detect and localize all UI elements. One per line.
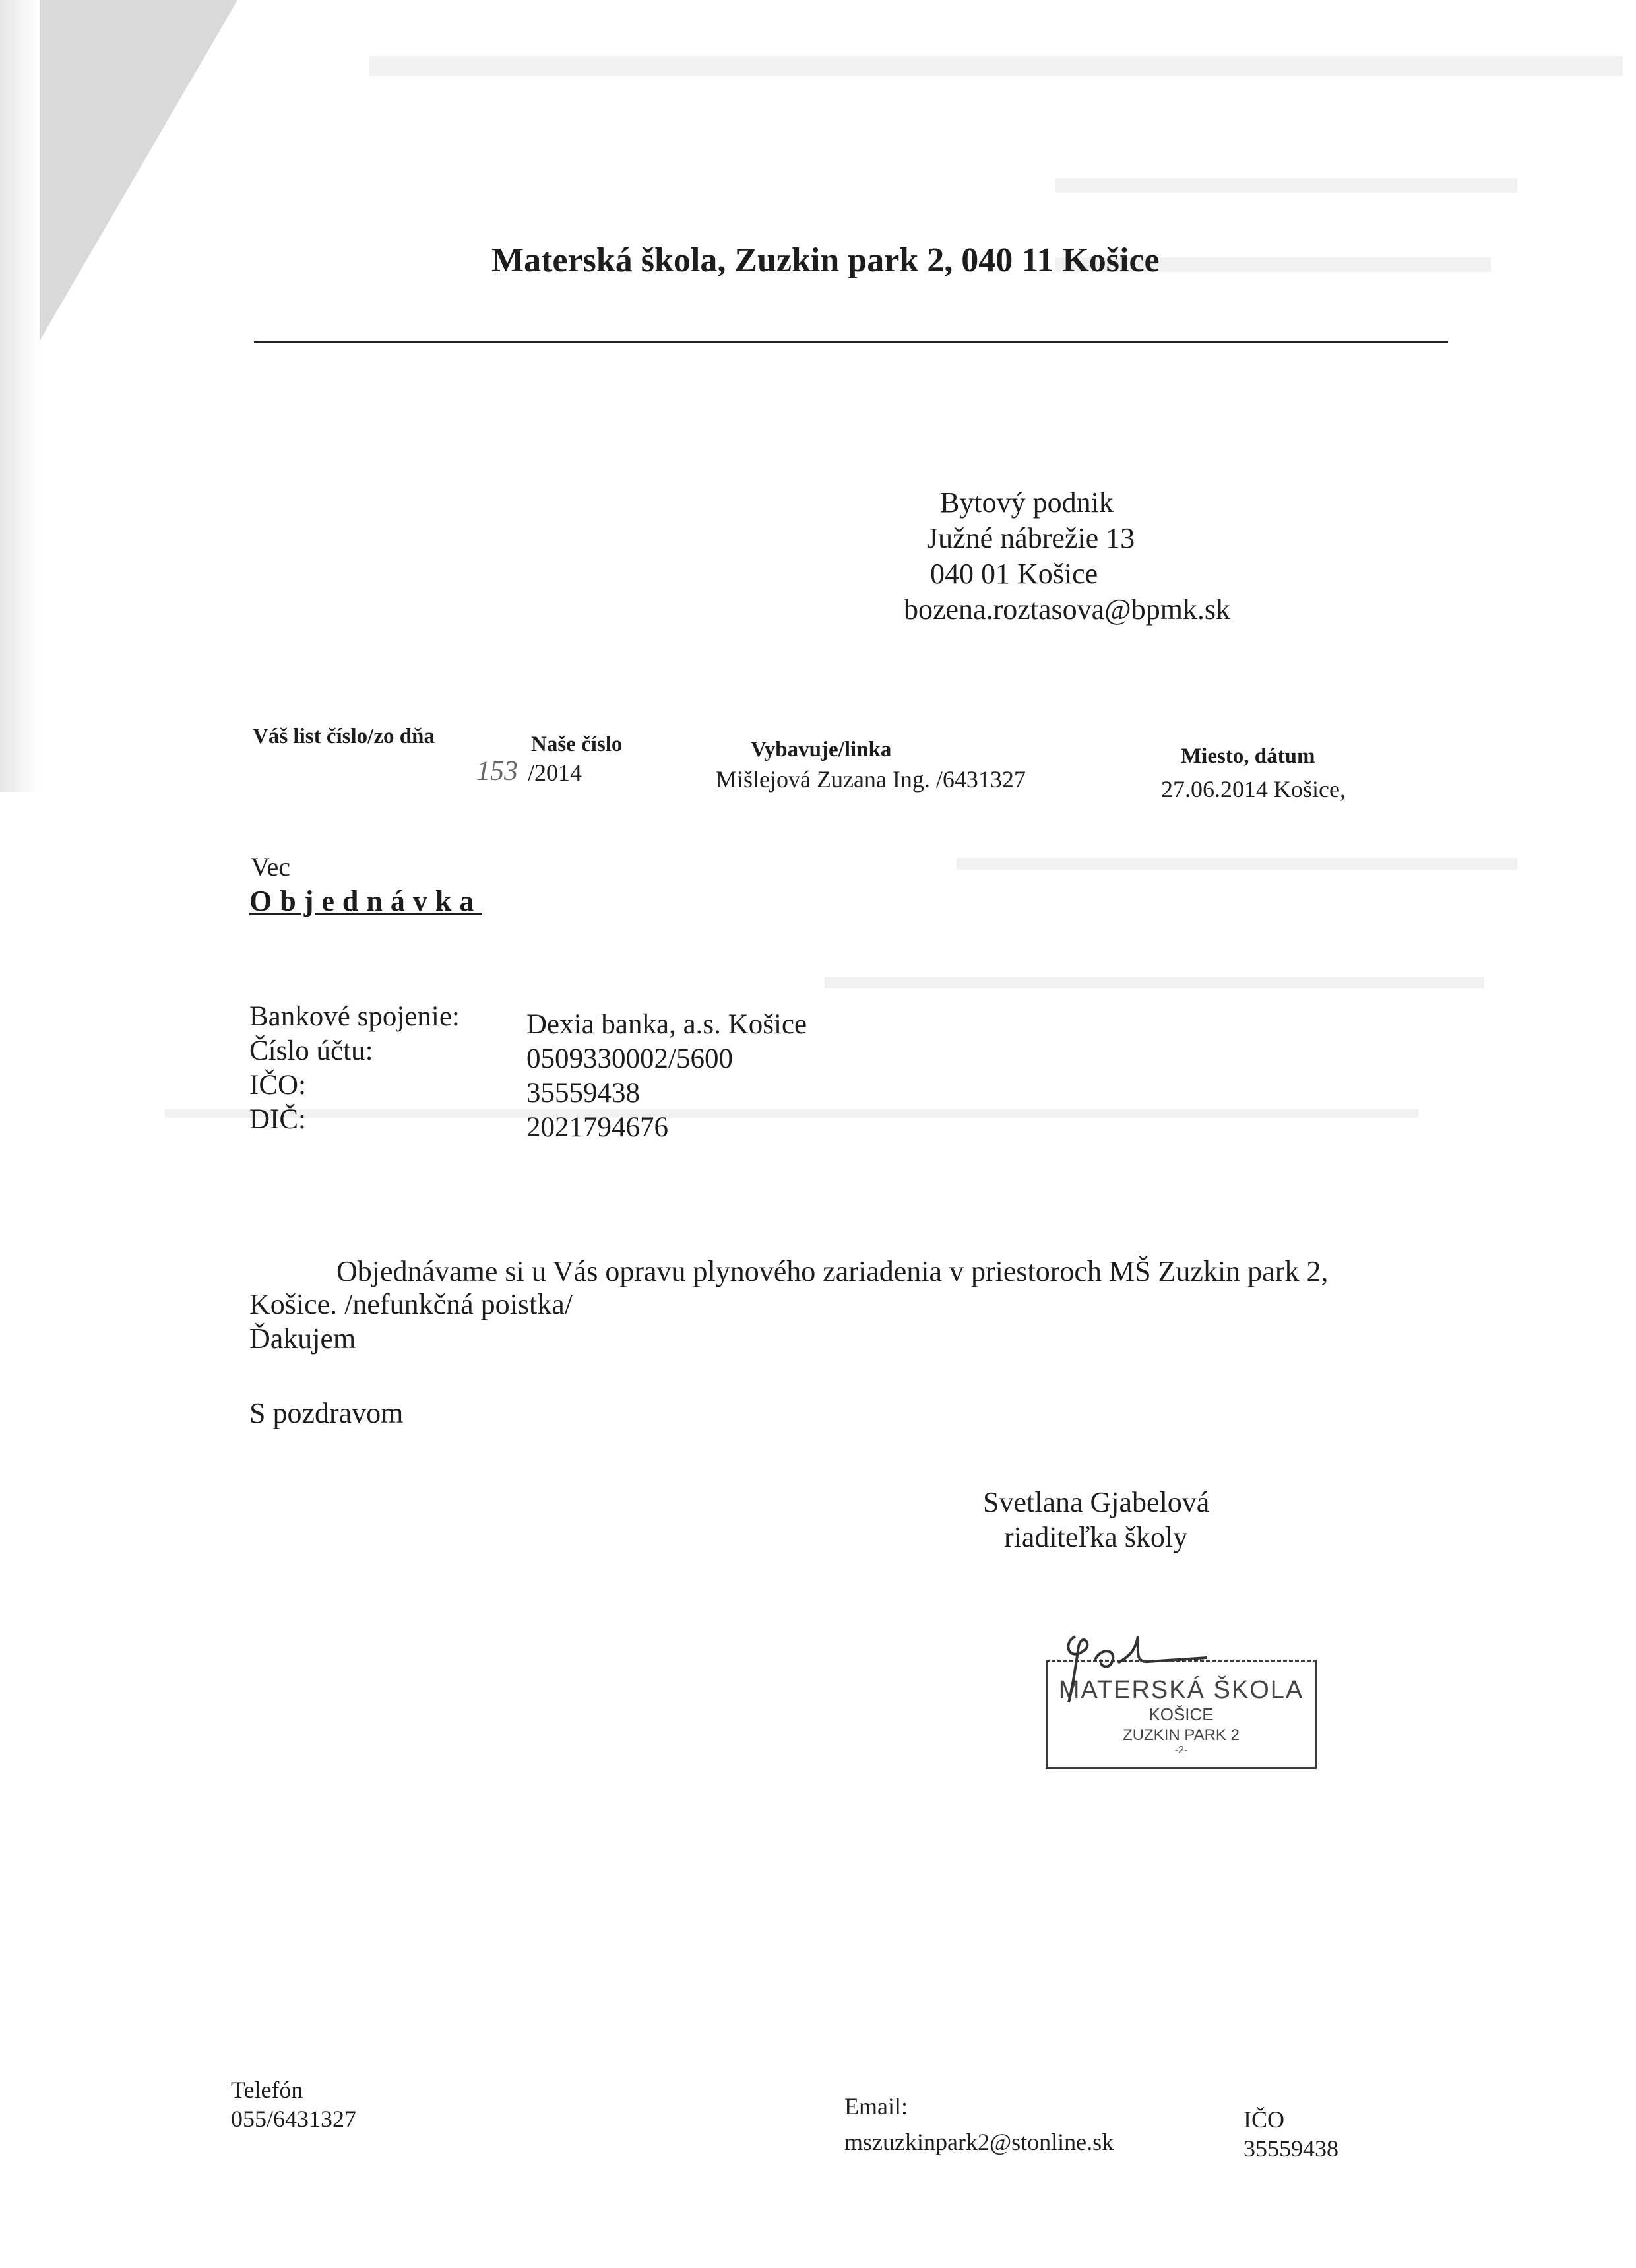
ref-handler-label: Vybavuje/linka xyxy=(751,738,892,761)
signatory-role: riaditeľka školy xyxy=(1004,1521,1188,1553)
body-line-3: Ďakujem xyxy=(249,1322,356,1355)
letterhead-title: Materská škola, Zuzkin park 2, 040 11 Košice xyxy=(491,242,1160,279)
ico-value: 35559438 xyxy=(526,1078,640,1109)
footer-phone-value: 055/6431327 xyxy=(231,2106,357,2132)
footer-ico xyxy=(1243,2105,1338,2163)
ref-place-date-label: Miesto, dátum xyxy=(1181,744,1315,768)
footer-email-value: mszuzkinpark2@stonline.sk xyxy=(844,2129,1114,2155)
body-line-2: Košice. /nefunkčná poistka/ xyxy=(249,1288,573,1320)
ref-our-number-value: /2014 xyxy=(528,760,582,786)
recipient-name: Bytový podnik xyxy=(940,486,1114,519)
recipient-address xyxy=(904,485,1230,628)
footer-ico-label: IČO xyxy=(1243,2106,1284,2133)
recipient-street: Južné nábrežie 13 xyxy=(927,522,1135,554)
bank-label: Bankové spojenie: xyxy=(249,1001,460,1032)
account-label: Číslo účtu: xyxy=(249,1035,373,1066)
bleed-through xyxy=(957,858,1517,870)
subject-label: Vec xyxy=(251,852,290,882)
ref-place-date-value: 27.06.2014 Košice, xyxy=(1161,776,1346,802)
footer-phone xyxy=(231,2075,356,2133)
stamp-line-2: KOŠICE xyxy=(1148,1704,1214,1724)
bank-values xyxy=(526,1008,807,1145)
ref-your-letter-label: Váš list číslo/zo dňa xyxy=(253,725,435,748)
letterhead-rule xyxy=(254,341,1448,343)
account-value: 0509330002/5600 xyxy=(526,1043,733,1074)
ref-our-number-handwritten: 153 xyxy=(476,756,518,787)
stamp-line-1: MATERSKÁ ŠKOLA xyxy=(1058,1676,1304,1704)
bleed-through xyxy=(1055,178,1517,193)
bleed-through xyxy=(825,977,1484,988)
stamp-line-4: -2- xyxy=(1174,1745,1188,1756)
recipient-email: bozena.roztasova@bpmk.sk xyxy=(904,593,1231,626)
ico-label: IČO: xyxy=(249,1070,306,1101)
handwritten-signature xyxy=(1055,1623,1214,1709)
ref-our-number-label: Naše číslo xyxy=(531,732,623,756)
recipient-city: 040 01 Košice xyxy=(930,558,1098,590)
signatory-name: Svetlana Gjabelová xyxy=(983,1486,1210,1518)
ref-handler-value: Mišlejová Zuzana Ing. /6431327 xyxy=(716,766,1026,793)
footer-email xyxy=(844,2092,1114,2156)
bleed-through xyxy=(369,56,1623,76)
greeting: S pozdravom xyxy=(249,1397,404,1429)
bank-value: Dexia banka, a.s. Košice xyxy=(526,1009,807,1040)
footer-phone-label: Telefón xyxy=(231,2077,303,2103)
bank-labels xyxy=(249,1000,460,1137)
dic-value: 2021794676 xyxy=(526,1112,668,1143)
footer-email-label: Email: xyxy=(844,2093,908,2120)
subject-title: Objednávka xyxy=(249,885,482,917)
stamp-line-3: ZUZKIN PARK 2 xyxy=(1123,1726,1240,1744)
body-line-1: Objednávame si u Vás opravu plynového zariadenia v priestoroch MŠ Zuzkin park 2, xyxy=(336,1255,1329,1287)
dic-label: DIČ: xyxy=(249,1104,306,1135)
scan-edge-shadow xyxy=(0,0,40,792)
footer-ico-value: 35559438 xyxy=(1243,2135,1338,2162)
